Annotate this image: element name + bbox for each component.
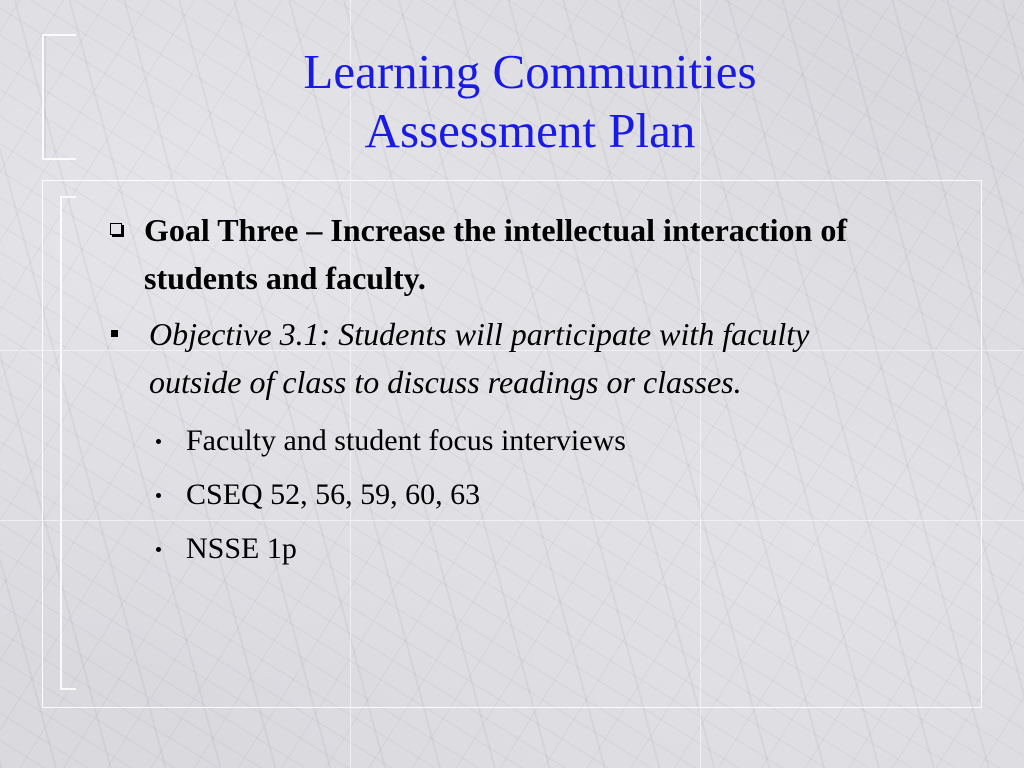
dot-bullet-icon bbox=[156, 493, 161, 498]
objective-text: Objective 3.1: Students will participate with faculty outside of class to discuss readings or classes. bbox=[149, 316, 810, 400]
title-line-1: Learning Communities bbox=[303, 44, 757, 99]
measure-text: CSEQ 52, 56, 59, 60, 63 bbox=[186, 478, 481, 511]
objective-item bbox=[104, 310, 904, 406]
title-line-2: Assessment Plan bbox=[364, 103, 696, 158]
decorative-frame-top bbox=[42, 34, 76, 160]
measure-item bbox=[156, 530, 904, 568]
measure-item bbox=[156, 422, 904, 460]
measure-item bbox=[156, 476, 904, 514]
goal-text: Goal Three – Increase the intellectual interaction of students and faculty. bbox=[144, 212, 847, 296]
dot-bullet-icon bbox=[156, 547, 161, 552]
measure-text: NSSE 1p bbox=[186, 532, 297, 565]
measure-text: Faculty and student focus interviews bbox=[186, 424, 626, 457]
goal-item bbox=[104, 206, 904, 302]
square-bullet-icon bbox=[110, 223, 122, 235]
slide-title bbox=[120, 42, 940, 160]
filled-square-bullet-icon bbox=[111, 330, 118, 337]
decorative-frame-bottom bbox=[60, 196, 76, 690]
slide-body bbox=[104, 206, 904, 568]
dot-bullet-icon bbox=[156, 439, 161, 444]
